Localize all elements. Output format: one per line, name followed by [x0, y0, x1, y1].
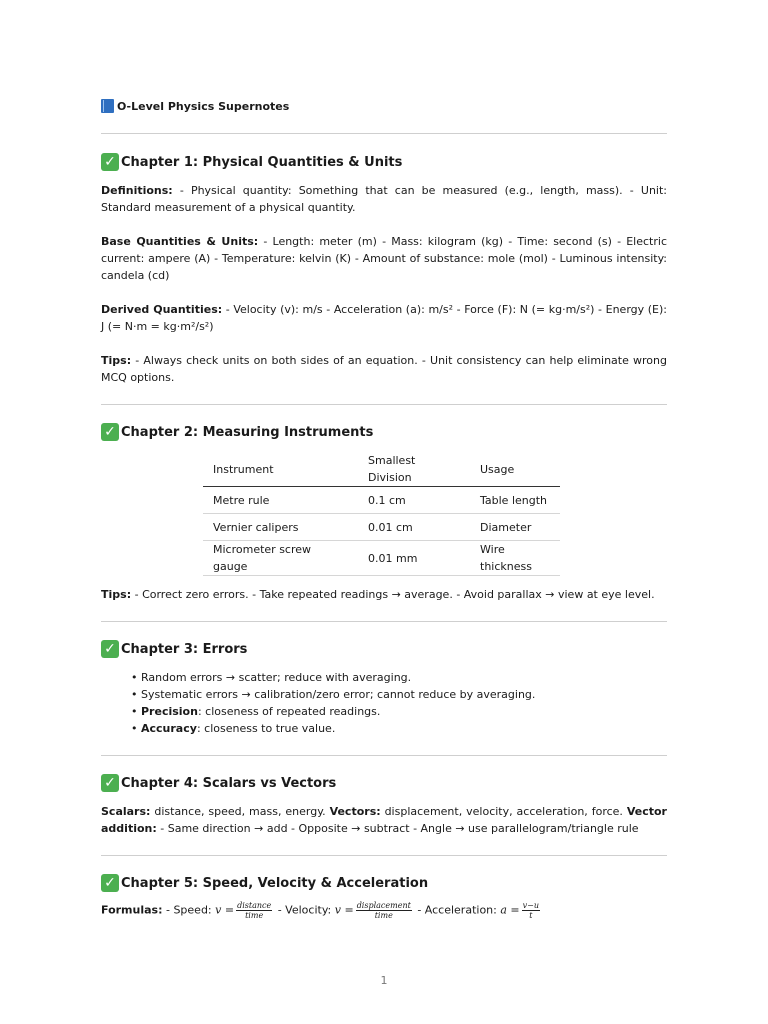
vectors-label: Vectors: [329, 805, 381, 818]
book-icon [101, 99, 114, 113]
document-title-text: O-Level Physics Supernotes [117, 99, 290, 113]
definitions-label: Definitions: [101, 184, 173, 197]
list-item-text: : closeness to true value. [196, 722, 336, 735]
chapter-2-title: Chapter 2: Measuring Instruments [121, 424, 374, 440]
table-cell: Wire thickness [470, 541, 560, 576]
check-mark-icon: ✓ [101, 153, 119, 171]
fraction-denominator: t [529, 911, 533, 920]
tips-paragraph [101, 586, 667, 603]
velocity-fraction [356, 901, 412, 920]
chapter-5-title: Chapter 5: Speed, Velocity & Acceleration [121, 875, 429, 891]
list-item-text: Systematic errors → calibration/zero error; cannot reduce by averaging. [141, 688, 536, 701]
check-mark-icon: ✓ [101, 640, 119, 658]
table-cell: 0.01 cm [358, 514, 470, 541]
chapter-5-heading [101, 873, 667, 893]
chapter-3-title: Chapter 3: Errors [121, 641, 248, 657]
table-row [203, 541, 560, 576]
instruments-table [203, 452, 560, 576]
fraction-denominator: time [245, 911, 264, 920]
page-number: 1 [380, 974, 388, 987]
chapter-4-title: Chapter 4: Scalars vs Vectors [121, 775, 337, 791]
acceleration-formula-lhs: a = [500, 903, 520, 917]
derived-quantities-label: Derived Quantities: [101, 303, 223, 316]
errors-list [131, 669, 667, 737]
chapter-1-title: Chapter 1: Physical Quantities & Units [121, 154, 403, 170]
formulas-paragraph [101, 901, 667, 920]
tips-label: Tips: [101, 588, 132, 601]
list-item-term: Accuracy [141, 722, 197, 735]
acceleration-label: - Acceleration: [413, 903, 501, 917]
check-mark-icon: ✓ [101, 423, 119, 441]
definitions-paragraph [101, 182, 667, 216]
chapter-4-heading [101, 773, 667, 793]
tips-label: Tips: [101, 354, 132, 367]
table-header-row [203, 452, 560, 487]
table-header-cell: Smallest Division [358, 452, 470, 487]
table-cell: Diameter [470, 514, 560, 541]
document-title [101, 96, 667, 116]
table-header-cell: Usage [470, 452, 560, 487]
list-item-text: : closeness of repeated readings. [197, 705, 381, 718]
check-mark-icon: ✓ [101, 774, 119, 792]
table-cell: Micrometer screw gauge [203, 541, 358, 576]
derived-quantities-paragraph [101, 301, 667, 335]
acceleration-fraction [522, 901, 540, 920]
speed-formula-lhs: v = [215, 903, 235, 917]
table-row [203, 487, 560, 514]
table-header-cell: Instrument [203, 452, 358, 487]
speed-fraction [236, 901, 272, 920]
vector-addition-text: - Same direction → add - Opposite → subtract - Angle → use parallelogram/triangle rule [156, 822, 639, 835]
fraction-denominator: time [374, 911, 393, 920]
list-item [131, 669, 667, 686]
list-item [131, 720, 667, 737]
base-quantities-paragraph [101, 233, 667, 284]
document-content [101, 96, 667, 920]
chapter-3-heading [101, 639, 667, 659]
list-item-text: Random errors → scatter; reduce with averaging. [141, 671, 412, 684]
table-cell: 0.1 cm [358, 487, 470, 514]
table-cell: Metre rule [203, 487, 358, 514]
vector-addition-label: Vector addition: [101, 805, 667, 835]
list-item [131, 703, 667, 720]
check-mark-icon: ✓ [101, 874, 119, 892]
speed-label: - Speed: [162, 903, 216, 917]
table-cell: Vernier calipers [203, 514, 358, 541]
fraction-numerator: displacement [356, 901, 411, 910]
fraction-numerator: v−u [522, 901, 540, 910]
derived-quantities-text: - Velocity (v): m/s - Acceleration (a): m/s² - Force (F): N (= kg·m/s²) - Energy (E): J (= N·m = kg·m²/s²) [101, 303, 667, 333]
table-row [203, 514, 560, 541]
scalars-vectors-paragraph [101, 803, 667, 837]
list-item [131, 686, 667, 703]
chapter-1-heading [101, 152, 667, 172]
vectors-text: displacement, velocity, acceleration, force. [380, 805, 627, 818]
scalars-label: Scalars: [101, 805, 151, 818]
chapter-2-heading [101, 422, 667, 442]
table-cell: 0.01 mm [358, 541, 470, 576]
fraction-numerator: distance [237, 901, 272, 910]
list-item-term: Precision [141, 705, 198, 718]
base-quantities-text: - Length: meter (m) - Mass: kilogram (kg) - Time: second (s) - Electric current: ampere (A) - Temperature: kelvin (K) - Amount of substance: mole (mol) - Luminous intensity: candela (cd) [101, 235, 667, 282]
table-cell: Table length [470, 487, 560, 514]
velocity-formula-lhs: v = [334, 903, 354, 917]
formulas-label: Formulas: [101, 903, 163, 917]
tips-paragraph [101, 352, 667, 386]
tips-text: - Always check units on both sides of an equation. - Unit consistency can help eliminate wrong MCQ options. [101, 354, 667, 384]
tips-text: - Correct zero errors. - Take repeated readings → average. - Avoid parallax → view at eye level. [131, 588, 655, 601]
base-quantities-label: Base Quantities & Units: [101, 235, 259, 248]
definitions-text: - Physical quantity: Something that can be measured (e.g., length, mass). - Unit: Standard measurement of a physical quantity. [101, 184, 667, 214]
velocity-label: - Velocity: [274, 903, 335, 917]
scalars-text: distance, speed, mass, energy. [150, 805, 330, 818]
